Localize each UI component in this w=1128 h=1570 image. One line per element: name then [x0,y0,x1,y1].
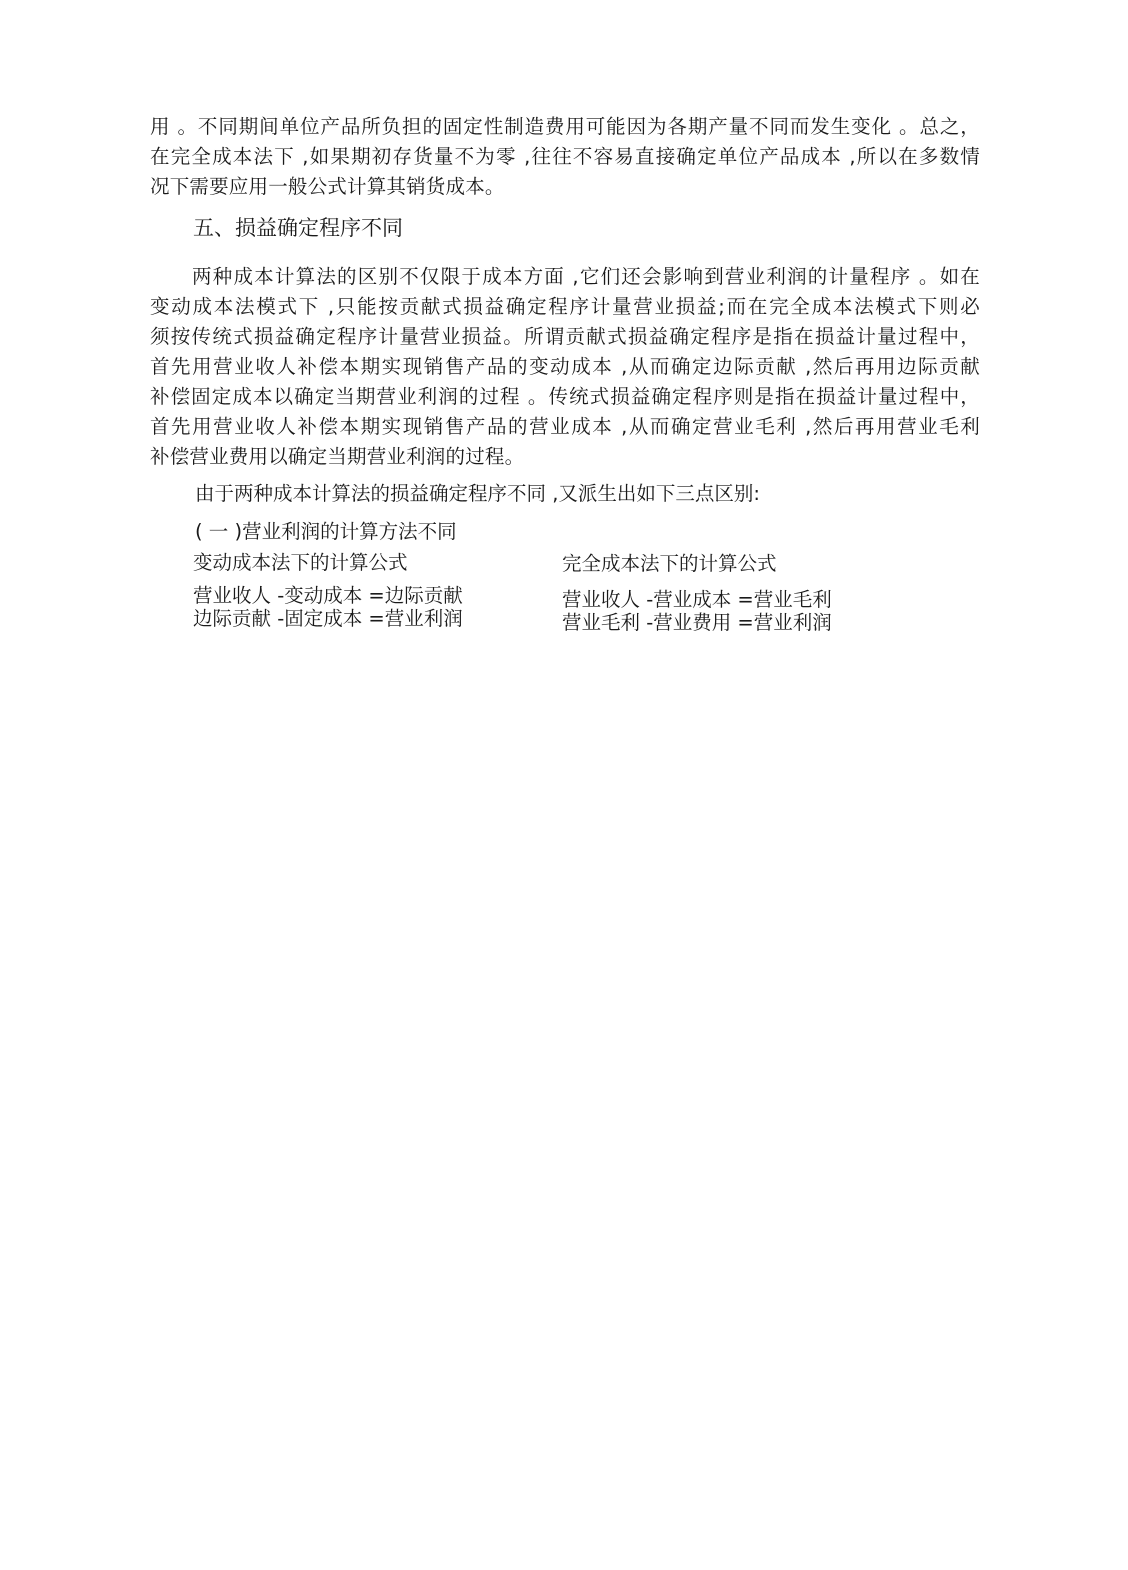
variable-formula-2: 边际贡献 -固定成本 =营业利润 [193,607,463,630]
para1-line-7: 补偿营业费用以确定当期营业利润的过程。 [150,445,525,468]
variable-formulas [193,584,463,630]
intro-paragraph [150,112,980,202]
para1-line-3: 须按传统式损益确定程序计量营业损益。所谓贡献式损益确定程序是指在损益计量过程中， [150,325,980,348]
subsection-title: ( 一 )营业利润的计算方法不同 [195,520,457,543]
absorption-costing-title: 完全成本法下的计算公式 [562,552,777,575]
para1-line-5: 补偿固定成本以确定当期营业利润的过程 。传统式损益确定程序则是指在损益计量过程中， [150,385,980,408]
absorption-formula-1: 营业收人 -营业成本 =营业毛利 [562,588,832,611]
para1-line-6: 首先用营业收人补偿本期实现销售产品的营业成本 ,从而确定营业毛利 ,然后再用营业毛利 [150,415,980,438]
intro-line-3: 况下需要应用一般公式计算其销货成本。 [150,175,505,198]
absorption-formulas [562,588,832,634]
para1-line-2: 变动成本法模式下 ,只能按贡献式损益确定程序计量营业损益;而在完全成本法模式下则必 [150,295,980,318]
section-heading: 五、损益确定程序不同 [193,216,403,240]
intro-line-2: 在完全成本法下 ,如果期初存货量不为零 ,往往不容易直接确定单位产品成本 ,所以在多数情 [150,145,980,168]
section-paragraph-2: 由于两种成本计算法的损益确定程序不同 ,又派生出如下三点区别: [195,482,760,505]
para1-line-4: 首先用营业收人补偿本期实现销售产品的变动成本 ,从而确定边际贡献 ,然后再用边际贡献 [150,355,980,378]
intro-line-1: 用 。不同期间单位产品所负担的固定性制造费用可能因为各期产量不同而发生变化 。总之， [150,115,980,138]
absorption-formula-2: 营业毛利 -营业费用 =营业利润 [562,611,832,634]
variable-costing-title: 变动成本法下的计算公式 [193,551,408,574]
section-paragraph-1 [150,262,980,472]
variable-formula-1: 营业收人 -变动成本 =边际贡献 [193,584,463,607]
para1-line-1: 两种成本计算法的区别不仅限于成本方面 ,它们还会影响到营业利润的计量程序 。如在 [192,265,980,288]
